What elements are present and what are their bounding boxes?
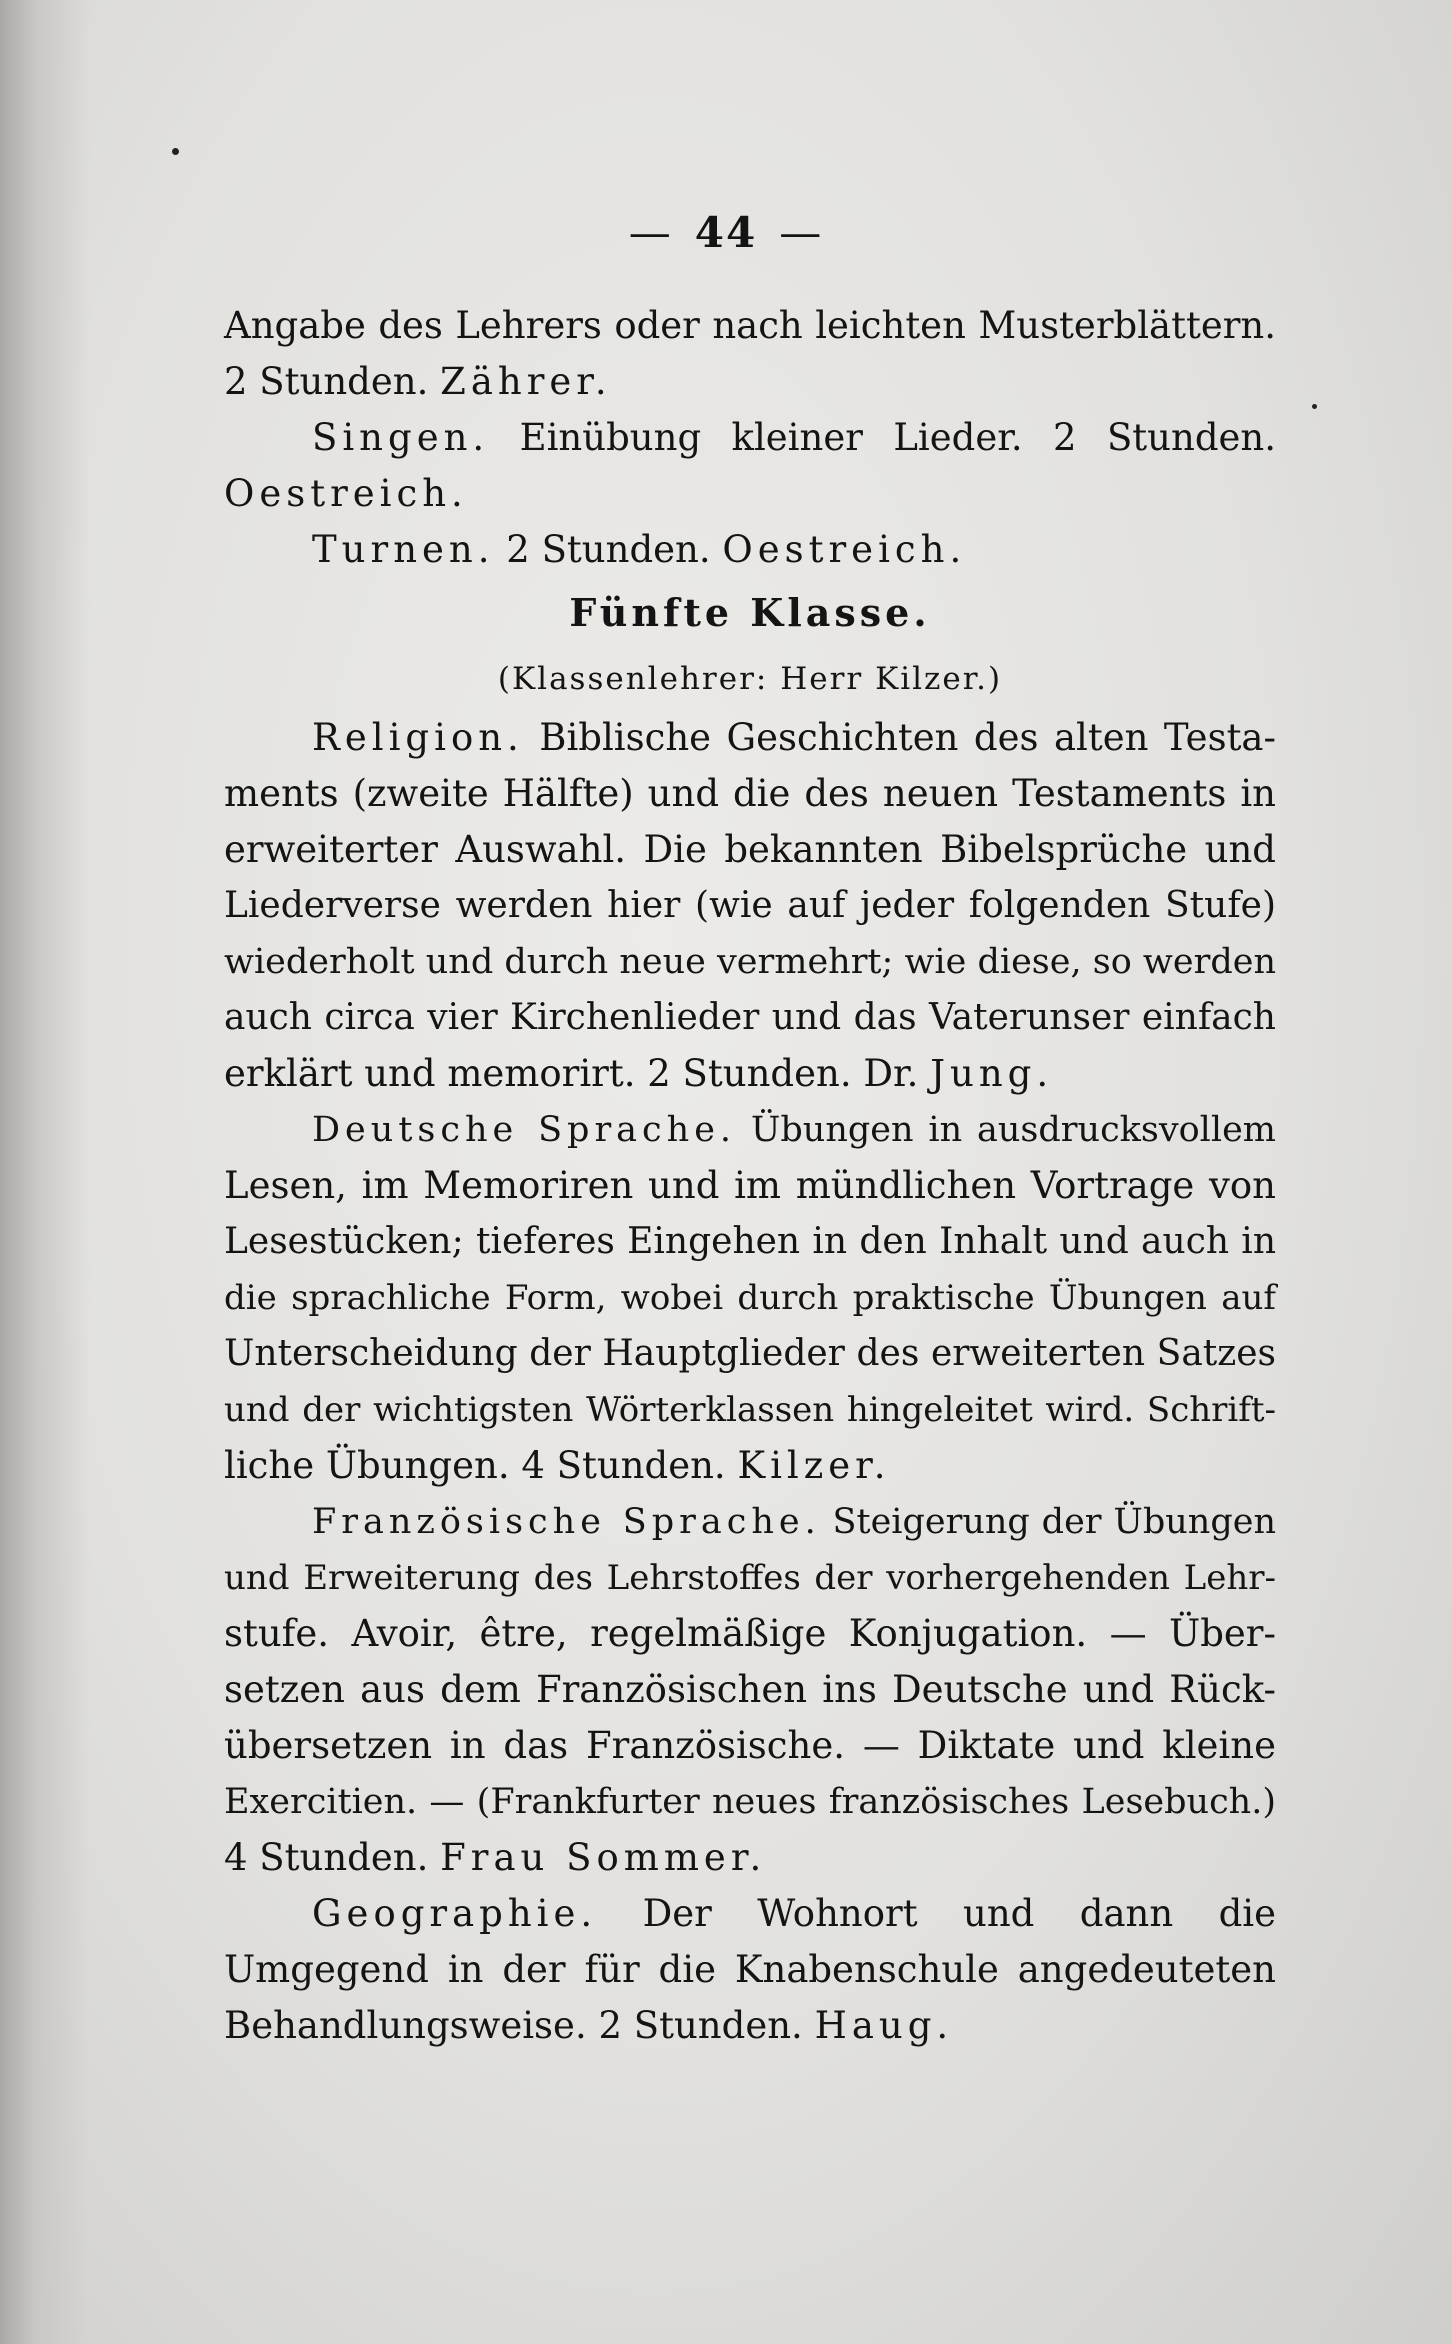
text-span: Einübung kleiner Lieder. 2 Stunden. [519, 416, 1276, 459]
text-span: 4 Stunden. [224, 1836, 429, 1879]
subject-name: Religion. [312, 716, 524, 759]
text-line: Lesestücken; tieferes Eingehen in den Inhalt und auch in [224, 1221, 1276, 1262]
text-line: erweiterter Auswahl. Die bekannten Bibelsprüche und [224, 828, 1276, 871]
text-line: Lesen, im Memoriren und im mündlichen Vortrage von [224, 1164, 1276, 1207]
text-span: Übungen in ausdrucksvollem [750, 1110, 1276, 1150]
page-number-dash-left: — [628, 208, 673, 257]
subject-name: Französische Sprache. [312, 1502, 821, 1542]
text-line [224, 1438, 1276, 1494]
subject-name: Deutsche Sprache. [312, 1110, 737, 1150]
text-line: übersetzen in das Französische. — Diktate und kleine [224, 1724, 1276, 1767]
text-line [224, 1494, 1276, 1550]
text-span: Biblische Geschichten des alten Testa- [539, 716, 1276, 759]
subject-name: Geographie. [312, 1892, 598, 1935]
teacher-name: Kilzer. [737, 1444, 891, 1487]
dust-speck [1312, 404, 1317, 409]
text-line [224, 1046, 1276, 1102]
teacher-name: Zährer. [440, 360, 612, 403]
text-line: Angabe des Lehrers oder nach leichten Musterblättern. [224, 304, 1276, 347]
text-span: Steigerung der Übungen [832, 1502, 1276, 1542]
text-span: Der Wohnort und dann die [642, 1892, 1277, 1935]
text-line: setzen aus dem Französischen ins Deutsche und Rück- [224, 1668, 1276, 1711]
text-line [224, 1102, 1276, 1158]
class-teacher-line: (Klassenlehrer: Herr Kilzer.) [497, 661, 1003, 697]
text-line: ments (zweite Hälfte) und die des neuen Testaments in [224, 772, 1276, 815]
section-heading: Fünfte Klasse. [569, 590, 931, 635]
subject-name: Singen. [312, 416, 490, 459]
text-line [224, 1886, 1276, 1942]
text-span: 2 Stunden. [506, 528, 711, 571]
teacher-name: Oestreich. [224, 472, 468, 515]
text-line: die sprachliche Form, wobei durch praktische Übungen auf [224, 1278, 1276, 1318]
teacher-name: Frau Sommer. [440, 1836, 767, 1879]
text-line [224, 354, 1276, 410]
dust-speck [172, 148, 179, 155]
page-number: 44 [694, 208, 758, 257]
page-body [224, 298, 1276, 2054]
text-line: und der wichtigsten Wörterklassen hingeleitet wird. Schrift- [224, 1390, 1276, 1430]
text-line: auch circa vier Kirchenlieder und das Vaterunser einfach [224, 997, 1276, 1038]
text-line [224, 1830, 1276, 1886]
text-line: stufe. Avoir, être, regelmäßige Konjugation. — Über- [224, 1612, 1276, 1655]
teacher-name: Oestreich. [722, 528, 967, 571]
text-line [224, 522, 1276, 578]
text-line [224, 410, 1276, 466]
text-line [224, 1998, 1276, 2054]
spine-shadow [0, 0, 90, 2344]
text-span: erklärt und memorirt. 2 Stunden. Dr. [224, 1052, 919, 1095]
text-line: Umgegend in der für die Knabenschule angedeuteten [224, 1948, 1276, 1991]
page-number-dash-right: — [779, 208, 824, 257]
page-number-line [0, 208, 1452, 257]
teacher-name: Jung. [930, 1052, 1054, 1095]
text-line: Unterscheidung der Hauptglieder des erweiterten Satzes [224, 1333, 1276, 1374]
text-line: und Erweiterung des Lehrstoffes der vorhergehenden Lehr- [224, 1558, 1276, 1598]
text-line: Liederverse werden hier (wie auf jeder folgenden Stufe) [224, 885, 1276, 926]
subject-name: Turnen. [312, 528, 495, 571]
text-line: Exercitien. — (Frankfurter neues französisches Lesebuch.) [224, 1782, 1276, 1822]
text-span: Behandlungsweise. 2 Stunden. [224, 2004, 803, 2047]
text-span: 2 Stunden. [224, 360, 429, 403]
text-span: liche Übungen. 4 Stunden. [224, 1444, 726, 1487]
text-line: wiederholt und durch neue vermehrt; wie diese, so werden [224, 942, 1276, 982]
text-line [224, 710, 1276, 766]
teacher-name: Haug. [814, 2004, 954, 2047]
